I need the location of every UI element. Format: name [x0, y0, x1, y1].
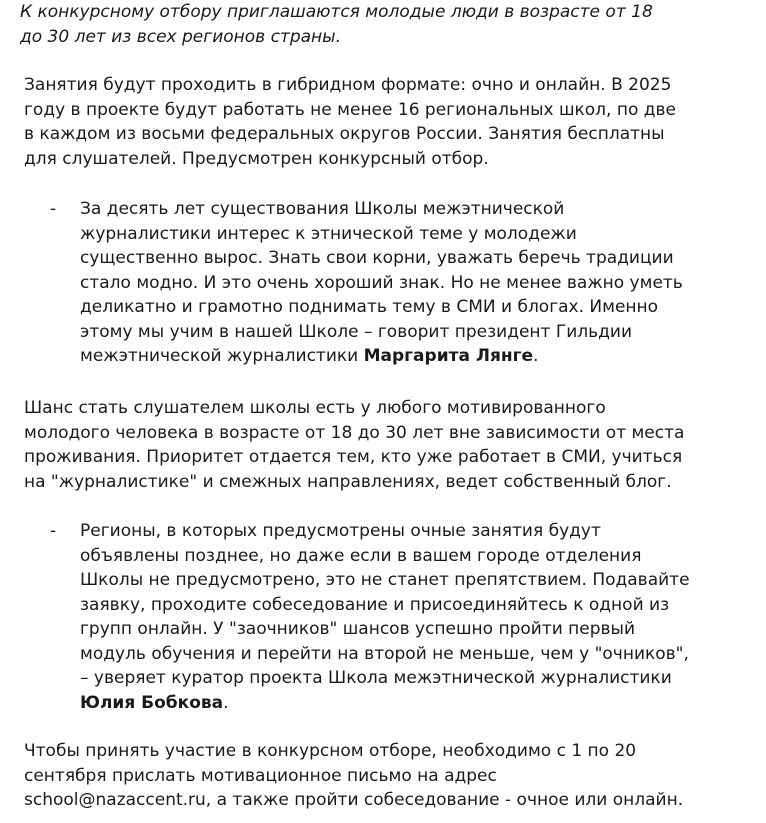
format-line: для слушателей. Предусмотрен конкурсный отбор.: [24, 148, 489, 169]
quote2-line: групп онлайн. У "заочников" шансов успешно пройти первый: [80, 619, 636, 639]
quote1-line: этому мы учим в нашей Школе – говорит президент Гильдии: [80, 321, 632, 342]
quote1-speaker: Маргарита Лянге: [363, 346, 534, 366]
intro-paragraph: [20, 0, 653, 49]
quote1-line: деликатно и грамотно поднимать тему в СМИ и блогах. Именно: [80, 297, 659, 317]
apply-line: school@nazaccent.ru, а также пройти собеседование - очное или онлайн.: [24, 790, 684, 810]
quote2-dash: -: [50, 521, 57, 541]
quote2-line: Школы не предусмотрено, это не станет препятствием. Подавайте: [80, 570, 690, 590]
chance-line: на "журналистике" и смежных направлениях, ведет собственный блог.: [24, 471, 672, 492]
quote2-speaker: Юлия Бобкова: [80, 692, 224, 713]
chance-line: проживания. Приоритет отдается тем, кто уже работает в СМИ, учиться: [24, 447, 683, 467]
chance-line: молодого человека в возрасте от 18 до 30 лет вне зависимости от места: [24, 422, 685, 443]
quote2-line: объявлены позднее, но даже если в вашем городе отделения: [80, 545, 642, 566]
format-line: Занятия будут проходить в гибридном формате: очно и онлайн. В 2025: [24, 75, 672, 95]
apply-paragraph: [24, 739, 683, 813]
format-paragraph: [24, 73, 676, 171]
quote2-last-line: [80, 691, 690, 716]
quote1-line: существенно вырос. Знать свои корни, уважать беречь традиции: [80, 248, 674, 268]
quote2-line: Регионы, в которых предусмотрены очные занятия будут: [80, 521, 601, 541]
quote1-dash: -: [50, 199, 57, 219]
chance-line: Шанс стать слушателем школы есть у любого мотивированного: [24, 398, 606, 418]
quote1-paragraph: [80, 197, 683, 369]
quote1-last-prefix: межэтнической журналистики: [80, 346, 364, 366]
intro-line: К конкурсному отбору приглашаются молодые люди в возрасте от 18: [20, 2, 653, 22]
apply-line: сентября прислать мотивационное письмо на адрес: [24, 765, 497, 786]
quote2-line: – уверяет куратор проекта Школа межэтнической журналистики: [80, 668, 672, 688]
quote1-last-suffix: .: [533, 346, 539, 366]
chance-paragraph: [24, 396, 684, 494]
quote1-last-line: [80, 344, 683, 369]
quote1-line: журналистики интерес к этнической теме у молодежи: [80, 223, 577, 244]
apply-line: Чтобы принять участие в конкурсном отборе, необходимо с 1 по 20: [24, 741, 637, 761]
quote2-line: заявку, проходите собеседование и присоединяйтесь к одной из: [80, 594, 670, 615]
format-line: году в проекте будут работать не менее 16 региональных школ, по две: [24, 99, 677, 120]
quote1-line: За десять лет существования Школы межэтнической: [80, 199, 565, 219]
quote1-line: стало модно. И это очень хороший знак. Но не менее важно уметь: [80, 272, 683, 293]
quote2-line: модуль обучения и перейти на второй не меньше, чем у "очников",: [80, 643, 689, 664]
quote2-paragraph: [80, 519, 690, 715]
format-line: в каждом из восьми федеральных округов России. Занятия бесплатны: [24, 124, 665, 144]
intro-line: до 30 лет из всех регионов страны.: [20, 26, 341, 47]
quote2-last-suffix: .: [223, 692, 229, 713]
